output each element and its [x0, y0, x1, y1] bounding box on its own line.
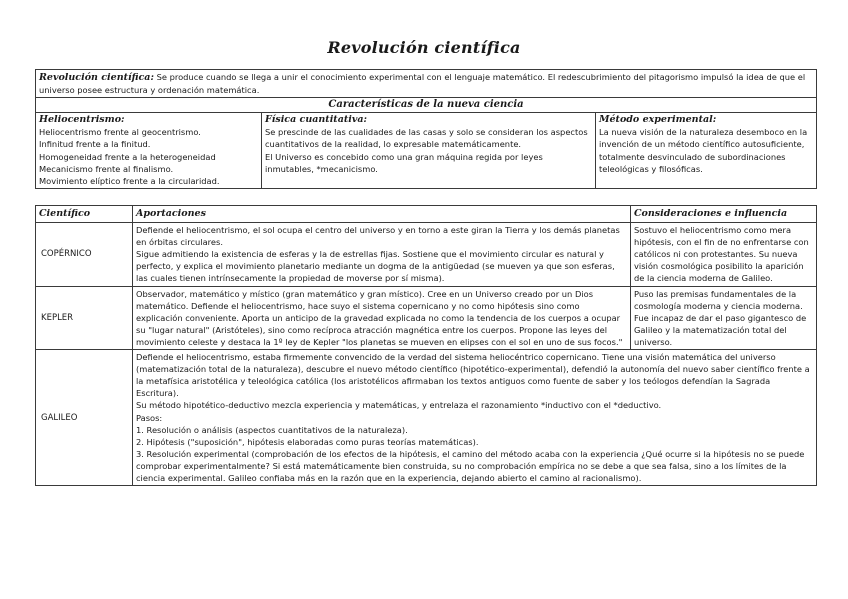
paragraph: Su método hipotético-deductivo mezcla experiencia y matemáticas, y entrelaza el razonamiento *inductivo con el *deductivo. — [136, 400, 662, 411]
list-item: Homogeneidad frente a la heterogeneidad — [39, 151, 216, 162]
contributions-cell — [133, 223, 631, 286]
intro-cell — [36, 70, 817, 98]
contributions-cell — [133, 286, 631, 349]
scientists-table — [35, 205, 817, 486]
page-title: Revolución científica — [327, 38, 521, 57]
header-considerations: Consideraciones e influencia — [631, 206, 817, 223]
intro-label: Revolución científica: — [39, 72, 154, 83]
header-contributions: Aportaciones — [133, 206, 631, 223]
influence-cell: Puso las premisas fundamentales de la cosmología moderna y ciencia moderna. Fue incapaz de dar el paso gigantesco de Galileo y la matematización total del universo. — [631, 286, 817, 349]
heliocentrism-title: Heliocentrismo: — [39, 114, 125, 126]
scientist-name: GALILEO — [36, 350, 133, 486]
table-row — [36, 223, 817, 286]
table-row — [36, 286, 817, 349]
intro-text: Se produce cuando se llega a unir el conocimiento experimental con el lenguaje matemático. El redescubrimiento del pitagorismo impulsó la idea de que el universo posee estructura y ordenación matemática. — [39, 72, 806, 96]
header-scientist: Científico — [36, 206, 133, 223]
paragraph: Defiende el heliocentrismo, el sol ocupa el centro del universo y en torno a este giran la Tierra y los demás planetas en órbitas circulares. — [136, 225, 620, 248]
paragraph: Se prescinde de las cualidades de las casas y solo se consideran los aspectos cuantitativos de la realidad, lo expresable matemáticamente. — [265, 127, 588, 150]
scientist-name: KEPLER — [36, 286, 133, 349]
paragraph: Defiende el heliocentrismo, estaba firmemente convencido de la verdad del sistema heliocéntrico copernicano. Tiene una visión matemática del universo (matematización total de la naturaleza), descubre el nuevo método científico (hipotético-experimental), defendió la autonomía del nuevo saber científico frente a la metafísica aristotélica y teleológica católica (los aristotélicos afirmaban los textos antiguos como fuente de saber y los teólogos defendían la Sagrada Escritura). — [136, 352, 810, 399]
quantitative-physics-title: Física cuantitativa: — [265, 114, 368, 126]
paragraph: El Universo es concebido como una gran máquina regida por leyes inmutables, *mecanicismo. — [265, 151, 543, 174]
paragraph: Sigue admitiendo la existencia de esferas y la de estrellas fijas. Sostiene que el movimiento circular es natural y perfecto, y explica el movimiento planetario mediante un dogma de la antigüedad (se mueven ya que son esferas, las cuales tienen intrínsecamente la propiedad de moverse por sí misma). — [136, 249, 615, 284]
list-item: Mecanicismo frente al finalismo. — [39, 163, 174, 174]
paragraph: La nueva visión de la naturaleza desemboco en la invención de un método científico autosuficiente, totalmente desvinculado de subordinaciones teleológicas y filosóficas. — [599, 127, 808, 174]
table-row — [36, 350, 817, 486]
characteristics-header: Características de la nueva ciencia — [36, 98, 817, 113]
quantitative-physics-cell — [262, 113, 596, 189]
influence-cell: Sostuvo el heliocentrismo como mera hipótesis, con el fin de no enfrentarse con católicos ni con protestantes. Su nueva visión cosmológica posibilito la aparición de la ciencia moderna de Galileo. — [631, 223, 817, 286]
list-item: 1. Resolución o análisis (aspectos cuantitativos de la naturaleza). — [136, 424, 408, 435]
heliocentrism-cell — [36, 113, 262, 189]
contributions-cell — [133, 350, 817, 486]
characteristics-table — [35, 69, 817, 189]
list-item: Heliocentrismo frente al geocentrismo. — [39, 127, 201, 138]
experimental-method-cell — [596, 113, 817, 189]
list-item: Infinitud frente a la finitud. — [39, 139, 151, 150]
list-item: Movimiento elíptico frente a la circularidad. — [39, 175, 220, 186]
paragraph: Pasos: — [136, 412, 163, 423]
list-item: 3. Resolución experimental (comprobación de los efectos de la hipótesis, el camino del método acaba con la experiencia ¿Qué ocurre si la hipótesis no se puede comprobar experimentalmente? Si está matemáticamente bien construida, su no comprobación empírica no se debe a que sea falsa, sino a los límites de la ciencia experimental. Galileo confiaba más en la razón que en la experiencia, dejando abierto el camino al racionalismo). — [136, 448, 805, 483]
experimental-method-title: Método experimental: — [599, 114, 717, 126]
scientist-name: COPÉRNICO — [36, 223, 133, 286]
paragraph: Observador, matemático y místico (gran matemático y gran místico). Cree en un Universo creado por un Dios matemático. Defiende el heliocentrismo, hace suyo el sistema copernicano y no como hipótesis sino como explicación conveniente. Aporta un anticipo de la gravedad explicada no como la tendencia de los cuerpos a ocupar su "lugar natural" (Aristóteles), sino como recíproca atracción magnética entre los cuerpos. Propone las leyes del movimiento celeste y destaca la 1º ley de Kepler "los planetas se mueven en elipses con el sol en uno de sus focos." — [136, 288, 623, 347]
list-item: 2. Hipótesis ("suposición", hipótesis elaboradas como puras teorías matemáticas). — [136, 436, 479, 447]
